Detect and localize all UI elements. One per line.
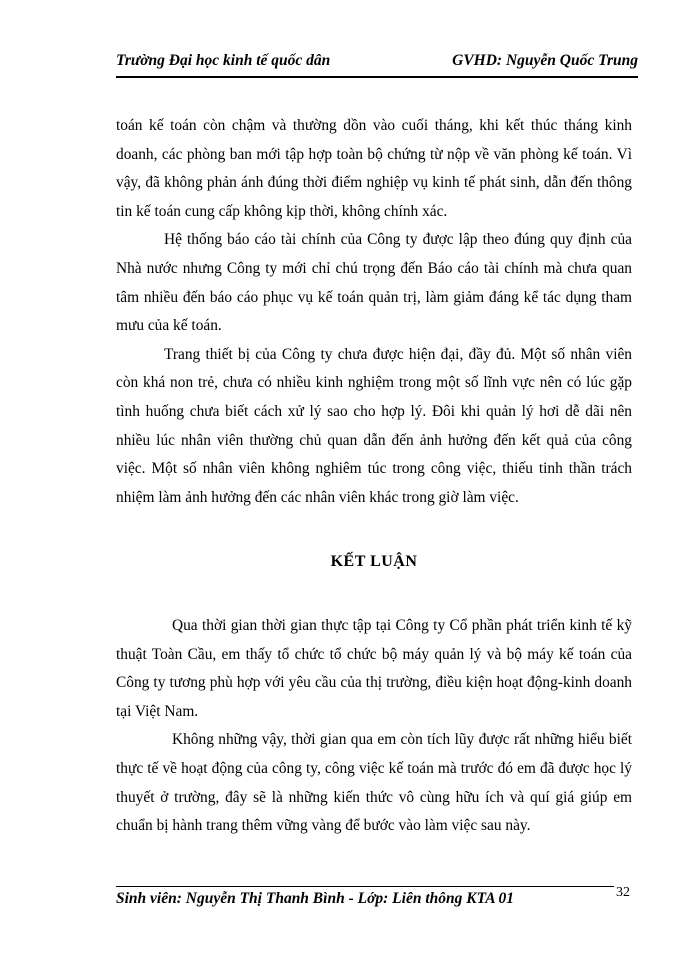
- body-section-top: [116, 112, 632, 512]
- footer-student: Sinh viên: Nguyễn Thị Thanh Bình - Lớp: Liên thông KTA 01: [116, 890, 515, 907]
- footer-divider: [116, 886, 614, 887]
- paragraph-conclusion-1: Qua thời gian thời gian thực tập tại Công ty Cổ phần phát triển kinh tế kỹ thuật Toàn Cầu, em thấy tổ chức tổ chức bộ máy quản lý và bộ máy kế toán của Công ty tương phù hợp với yêu cầu của thị trường, điều kiện hoạt động-kinh doanh tại Việt Nam.: [116, 617, 632, 720]
- page-number: 32: [616, 885, 630, 900]
- header-school: Trường Đại học kinh tế quốc dân: [116, 52, 331, 69]
- paragraph-continued: toán kế toán còn chậm và thường dồn vào cuối tháng, khi kết thúc tháng kinh doanh, các phòng ban mới tập hợp toàn bộ chứng từ nộp về văn phòng kế toán. Vì vậy, đã không phản ánh đúng thời điểm nghiệp vụ kinh tế phát sinh, dẫn đến thông tin kế toán cung cấp không kịp thời, không chính xác.: [116, 117, 632, 220]
- body-section-conclusion: [116, 612, 632, 841]
- header-advisor: GVHD: Nguyễn Quốc Trung: [452, 52, 638, 69]
- paragraph-conclusion-2: Không những vậy, thời gian qua em còn tích lũy được rất những hiểu biết thực tế về hoạt động của công ty, công việc kế toán mà trước đó em đã được học lý thuyết ở trường, đây sẽ là những kiến thức vô cùng hữu ích và quí giá giúp em chuẩn bị hành trang thêm vững vàng để bước vào làm việc sau này.: [116, 731, 632, 835]
- page-header: [116, 50, 638, 78]
- section-title: KẾT LUẬN: [330, 553, 418, 570]
- paragraph-equipment-staff: Trang thiết bị của Công ty chưa được hiện đại, đầy đủ. Một số nhân viên còn khá non trẻ, chưa có nhiều kinh nghiệm trong một số lĩnh vực nên có lúc gặp tình huống chưa biết cách xử lý sao cho hợp lý. Đôi khi quản lý hơi dễ dãi nên nhiều lúc nhân viên thường chủ quan dẫn đến ảnh hưởng đến kết quả của công việc. Một số nhân viên không nghiêm túc trong công việc, thiếu tinh thần trách nhiệm làm ảnh hưởng đến các nhân viên khác trong giờ làm việc.: [116, 345, 632, 506]
- paragraph-financial-reports: Hệ thống báo cáo tài chính của Công ty được lập theo đúng quy định của Nhà nước nhưng Công ty mới chỉ chú trọng đến Báo cáo tài chính mà chưa quan tâm nhiều đến báo cáo phục vụ kế toán quản trị, làm giảm đáng kể tác dụng tham mưu của kế toán.: [116, 231, 632, 335]
